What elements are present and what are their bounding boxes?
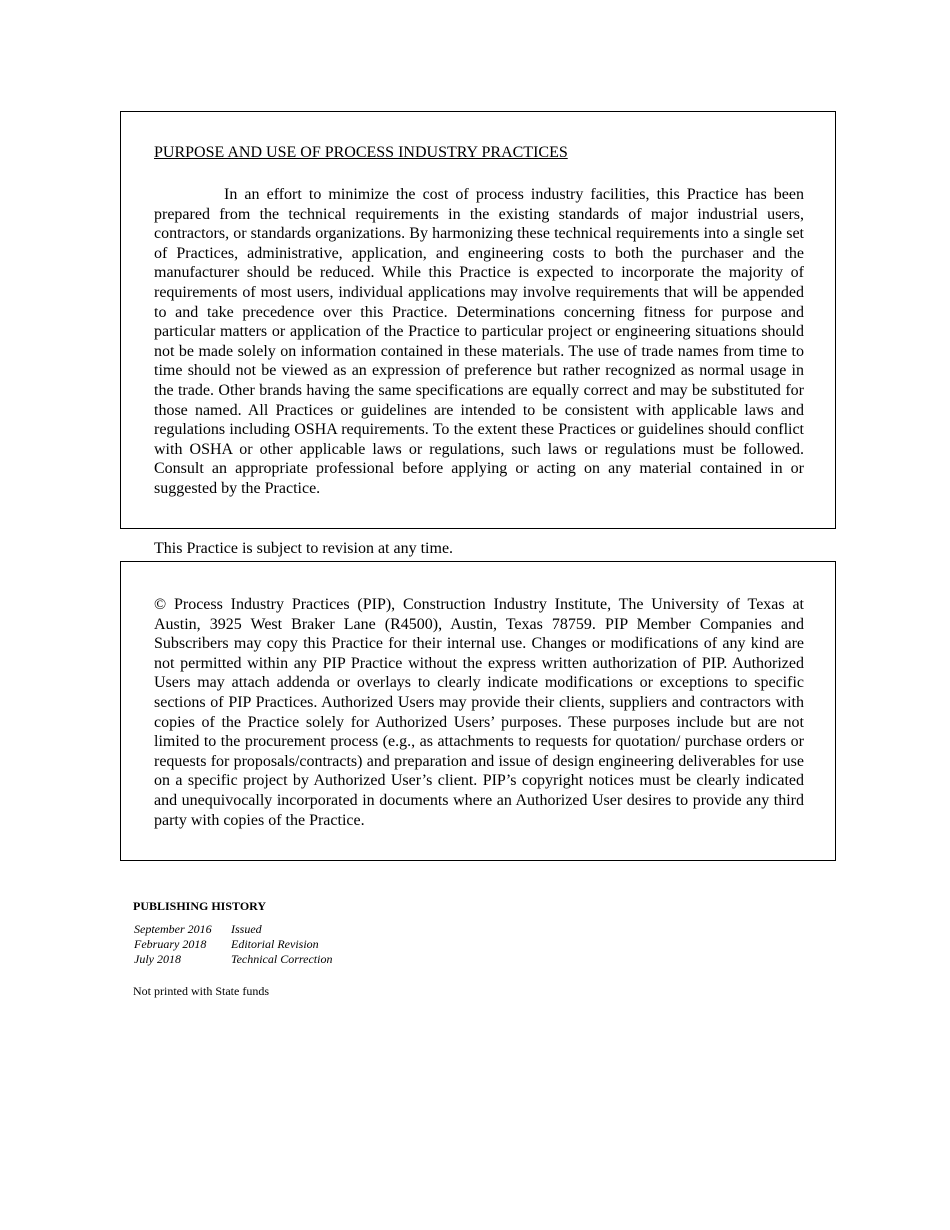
history-row — [134, 922, 332, 937]
purpose-box — [120, 111, 836, 529]
funding-note: Not printed with State funds — [133, 984, 269, 998]
publishing-history-list — [134, 922, 332, 967]
history-date: February 2018 — [134, 937, 207, 951]
copyright-paragraph: © Process Industry Practices (PIP), Construction Industry Institute, The University of Texas at Austin, 3925 West Braker Lane (R4500), Austin, Texas 78759. PIP Member Companies and Subscribers may copy this Practice for their internal use. Changes or modifications of any kind are not permitted within any PIP Practice without the express written authorization of PIP. Authorized Users may attach addenda or overlays to clearly indicate modifications or exceptions to specific sections of PIP Practices. Authorized Users may provide their clients, suppliers and contractors with copies of the Practice solely for Authorized Users’ purposes. These purposes include but are not limited to the procurement process (e.g., as attachments to requests for quotation/ purchase orders or requests for proposals/contracts) and preparation and issue of design engineering deliverables for use on a specific project by Authorized User’s client. PIP’s copyright notices must be clearly indicated and unequivocally incorporated in documents where an Authorized User desires to provide any third party with copies of the Practice. — [154, 596, 804, 829]
revision-note: This Practice is subject to revision at any time. — [154, 540, 454, 557]
history-date: September 2016 — [134, 922, 212, 936]
history-event: Issued — [231, 922, 262, 936]
history-date: July 2018 — [134, 952, 181, 966]
history-event: Technical Correction — [231, 952, 333, 966]
history-row — [134, 952, 332, 967]
copyright-box — [120, 561, 836, 861]
publishing-history-title: PUBLISHING HISTORY — [133, 899, 267, 913]
purpose-paragraph: In an effort to minimize the cost of process industry facilities, this Practice has been prepared from the technical requirements in the existing standards of major industrial users, contractors, or standards organizations. By harmonizing these technical requirements into a single set of Practices, administrative, application, and engineering costs to both the purchaser and the manufacturer should be reduced. While this Practice is expected to incorporate the majority of requirements of most users, individual applications may involve requirements that will be appended to and take precedence over this Practice. Determinations concerning fitness for purpose and particular matters or application of the Practice to particular project or engineering situations should not be made solely on information contained in these materials. The use of trade names from time to time should not be viewed as an expression of preference but rather recognized as normal usage in the trade. Other brands having the same specifications are equally correct and may be substituted for those named. All Practices or guidelines are intended to be consistent with applicable laws and regulations including OSHA requirements. To the extent these Practices or guidelines should conflict with OSHA or other applicable laws or regulations, such laws or regulations must be followed. Consult an appropriate professional before applying or acting on any material contained in or suggested by the Practice. — [154, 186, 804, 497]
history-event: Editorial Revision — [231, 937, 319, 951]
purpose-heading: PURPOSE AND USE OF PROCESS INDUSTRY PRACTICES — [154, 144, 568, 161]
history-row — [134, 937, 332, 952]
